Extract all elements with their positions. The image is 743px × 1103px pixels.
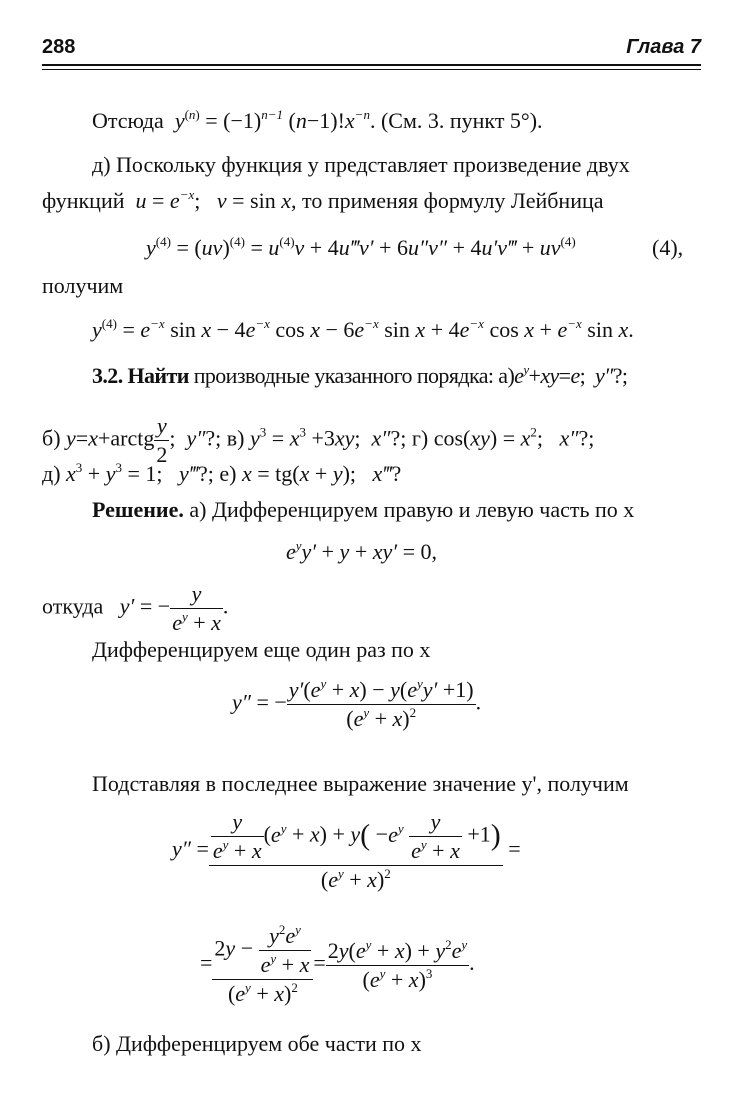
substituting-text: Подставляя в последнее выражение значение y', получим — [92, 771, 629, 796]
fraction-substitution: $\frac{y}{e^y + x}$ $(e^y + x) + y( -e^y$ $\frac{y}{e^y + x}$ +1) $(e^y + x)^2$ — [209, 808, 503, 894]
whence-line: откуда y′ = − $\frac{y}{e^y + x}$ . — [42, 581, 229, 635]
task-keyword: Найти — [127, 363, 189, 388]
text-we-get: получим — [42, 273, 124, 298]
header-rule-thin — [42, 69, 701, 70]
task-description: производные указанного порядка: а) — [193, 363, 515, 388]
paragraph-d-line2 — [42, 187, 604, 215]
task-number: 3.2. — [92, 363, 123, 388]
formula-implicit-diff: $e^yy' + y + xy' = 0$, — [286, 538, 437, 564]
fraction-y-over-2: $\frac{y}{2}$ — [156, 413, 168, 467]
diff-again-text: Дифференцируем еще один раз по x — [92, 637, 431, 662]
formula-nth-derivative: $y^{(n)} = (-1)^{n-1}$ $(n-1)!x^{-n}$. — [174, 107, 376, 133]
paragraph-d-line1: д) Поскольку функция y представляет произведение двух — [92, 152, 630, 177]
formula-final: = 2y − $\frac{y^2e^y}{e^y + x}$ $(e^y + x)^2$ = $\frac{2y(e^y + x) + y^2e^y}{(e^y + x)^3}$ . — [200, 922, 475, 1006]
task-items-line3: д) $x^3 + y^3 = 1$; y‴?; е) x = tg(x + y); x‴? — [42, 460, 402, 486]
formula-y4-result: $y^{(4)} = e^{-x}$ $\sin x - 4e^{-x}$ $\cos x - 6e^{-x}$ $\sin x + 4e^{-x}$ $\cos x + e^{-x}$ sin x. — [92, 316, 634, 342]
functions-label: функций — [42, 188, 125, 213]
fraction-final-right: $\frac{2y(e^y + x) + y^2e^y}{(e^y + x)^3}$ — [327, 936, 468, 992]
chapter-title: Глава 7 — [626, 36, 701, 58]
fraction-y-prime: $\frac{y}{e^y + x}$ — [172, 581, 221, 635]
task-3-2: 3.2. Найти производные указанного порядка: $а)e^y+xy=e$; y″?; — [92, 362, 628, 388]
formula-y-second: y″ = − $y'(e^y + x) - y(e^yy' +1)$ $(e^y + x)^2$ . — [232, 676, 482, 731]
header-rule-thick — [42, 64, 701, 66]
reference-text: (См. 3. пункт 5°). — [380, 108, 543, 133]
formula-leibniz: $y^{(4)} = (uv)^{(4)} = u^{(4)}v$ + 4u‴v′ + 6u″v″ + 4u′v‴ + $uv^{(4)}$ — [146, 234, 576, 260]
running-header — [42, 36, 701, 76]
line-hence — [92, 107, 543, 135]
solution-intro — [92, 496, 634, 524]
formula-substitution: y″ = $\frac{y}{e^y + x}$ $(e^y + x) + y( -e^y$ $\frac{y}{e^y + x}$ +1) $(e^y + x)^2$ = — [172, 809, 521, 892]
fraction-y-second: $y'(e^y + x) - y(e^yy' +1)$ $(e^y + x)^2$ — [288, 676, 474, 731]
part-b-text: б) Дифференцируем обе части по x — [92, 1031, 422, 1056]
solution-keyword: Решение. — [92, 497, 184, 522]
task-items-line2: б) y=x+arctg $\frac{y}{2}$ ; y″?; в) $y^3 = x^3 +3xy$; x″?; г) $\cos(xy) = x^2$; x″?; — [42, 413, 595, 467]
hence-label: Отсюда — [92, 108, 164, 133]
fraction-final-left: 2y − $\frac{y^2e^y}{e^y + x}$ $(e^y + x)^2$ — [212, 922, 313, 1008]
page-number: 288 — [42, 36, 76, 58]
equation-tag: (4), — [652, 235, 684, 260]
whence-label: откуда — [42, 593, 104, 619]
leibniz-text: то применяя формулу Лейбница — [302, 188, 604, 213]
solution-a-text: а) Дифференцируем правую и левую часть по x — [189, 497, 635, 522]
formula-u-v: $u = e^{-x}$; v = sin x, — [135, 187, 297, 213]
